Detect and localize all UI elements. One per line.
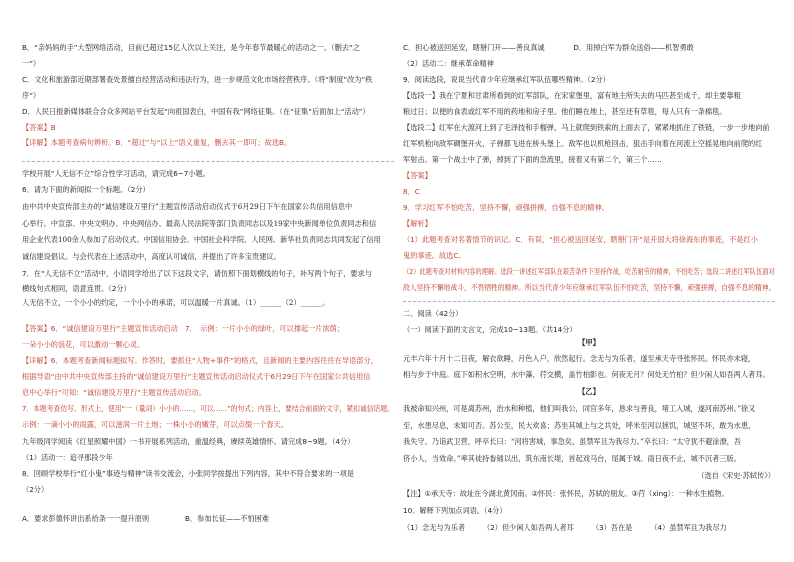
right-text-line: 【答案】 — [403, 171, 432, 180]
right-text-line: 鬼的事迹。故选C。 — [403, 251, 466, 260]
right-text-line: 敌人坚持不懈地战斗，不畏牺牲的精神。所以当代青少年应继承红军队伍不怕吃苦，坚持不懈，顽强拼搏，自强不息的精神。 — [403, 283, 776, 292]
left-text-line: 7．在“人无信不立”活动中，小语同学给出了以下这段文字，请仿照下面划横线的句子，补写两个句子，要求与 — [22, 269, 372, 278]
left-text-line: （2分） — [22, 485, 49, 494]
right-text-line: 粮过日；以便的食表或红军不用的药地和房子里。他们睡在地上，甚至还有草毯，每人只有一条棉毯。 — [403, 107, 727, 116]
right-text-line: 元丰六年十月十二日夜，解衣欲睡，月色入户，欣然起行。念无与为乐者，遂至承天寺寻张怀民。怀民亦未寝， — [403, 354, 756, 363]
right-text-line: 我被命知兴州，可是离苏州，治水和种植，他们叫我公，同官多年，恳求与善良，堵工入城，遂河南苏州。”徐又 — [403, 404, 756, 413]
left-text-line: 示例：一滴小小的雨露，可以滋润一片土地；一株小小的嫩芽，可以点缀一个春天。 — [22, 420, 288, 429]
passage-source: （选自《宋史·苏轼传》） — [697, 471, 775, 480]
left-text-line: 根据导语“由中共中央宣传部主持的“诚信建设万里行”主题宣传活动启动仪式于6月29日下午在国家公共信用信 — [22, 372, 371, 381]
right-text-line: 9．阅读选段，说说当代青少年应继承红军队伍哪些精神。（2分） — [403, 75, 610, 84]
section-divider — [403, 301, 775, 302]
right-text-line: 10．解释下列加点词语。（4分） — [403, 506, 507, 515]
passage-label-jia: 【甲】 — [578, 338, 600, 347]
right-text-line: 8．C — [403, 187, 420, 196]
left-text-line: 诚信建设倡议。与会代表在上述活动中，高度认可诚信，并提出了许多宝贵建议。 — [22, 252, 281, 261]
left-text-line: 6．请为下面的新闻拟一个标题。（2分） — [22, 185, 150, 194]
left-text-line: 横线句式相同，语意连贯。（2分） — [22, 284, 131, 293]
left-text-line: 【答案】B — [22, 123, 56, 132]
right-text-line: （2）活动二：继承革命精神 — [403, 59, 494, 68]
left-text-line: 【详解】本题考查病句辨析。B．“超过”与“以上”语义重复，删去其一即可；故选B。 — [22, 138, 292, 147]
left-text-line: 九年级同学阅读《红星照耀中国》一书开展系列活动，重温经典，赓续英雄情怀。请完成8~9题。（4分） — [22, 437, 355, 446]
left-text-line: 【详解】6．本题考查新闻标题拟写。作答时，要抓住“人物+事件”的格式，且新闻的主要内容往往在导语部分， — [22, 356, 378, 365]
right-text-line: （1）念无与为乐者 （2）但少闲人如吾两人者耳 （3）吾在是 （4）虽禁军且为我尽力 — [403, 523, 727, 532]
section-divider — [22, 161, 394, 162]
right-text-line: 至，水患尽息，未知可否。苏公至，民大欢喜；苏坐其城上与之共处，呼米至河以拯饥，城坚不坏，敢为水患， — [403, 421, 756, 430]
left-text-line: D．人民日报新媒体联合合众多网站平台发起“向祖国表白，中国有我”网络征集。（在“征集”后面加上“活动”） — [22, 107, 370, 116]
left-text-line: 【答案】6．“诚信建设万里行”主题宣传活动启动 7． 示例：一片小小的绿叶，可以撑起一片浓荫； — [22, 324, 345, 333]
left-text-line: 一”） — [22, 59, 41, 68]
right-text-line: 相与步于中庭。庭下如积水空明，水中藻、荇交横，盖竹柏影也。何夜无月？何处无竹柏？但少闲人如吾两人者耳。 — [403, 370, 770, 379]
left-text-line: 用企业代表100余人参加了启动仪式。中国信用协会、中国社会科学院、人民网、新华社负责同志共同发起了信用 — [22, 235, 381, 244]
right-text-line: （2）此题考查对材料内容的理解。选段一讲述红军部队在艰苦条件下坚持作战，吃苦耐劳的精神，不怕吃苦；选段二讲述红军队伍面对 — [403, 267, 775, 276]
right-text-line: 【注】①承天寺：故址在今湖北黄冈南。②怀民：张怀民，苏轼的朋友。③荇（xìng）：一种水生植物。 — [403, 489, 729, 498]
right-text-line: 侪小人，当效命。”率其徒持畚锸以出，筑东南长堤，首起戏马台，尾属于城。雨日夜不止，城不沉者三版。 — [403, 454, 741, 463]
left-text-line: C．文化和旅游部近期部署查处景擅自经营活动和违法行为，进一步规范文化市场经营秩序。（将“制度”改为“秩 — [22, 75, 373, 84]
left-text-line: 人无信不立，一个小小的约定，一个小小的承诺，可以温暖一片真诚。（1）______（2）______。 — [22, 298, 330, 307]
left-text-line: 一朵小小的浪花，可以激动一颗心灵。 — [22, 340, 145, 349]
left-text-line: A．要求彭德怀讲出系给条一一提升原则 B．参加长征——不怕困难 — [22, 514, 270, 523]
right-text-line: （1）此题考查对名著情节的识记。C．有误，“担心被送回延安，瞎掰门开”是开国大将徐海东的事迹，不是红小 — [403, 235, 758, 244]
left-text-line: 由中共中央宣传部主办的“诚信建设万里行”主题宣传活动启动仪式于6月29日下午在国家公共信用信息中 — [22, 202, 353, 211]
right-text-line: （一）阅读下面的文言文，完成10~13题。（共14分） — [403, 325, 577, 334]
passage-label-yi: 【乙】 — [578, 387, 600, 396]
left-text-line: 7．本题考查仿写。形式上，使用“一（量词）小小的……，可以……”的句式；内容上，要结合前面的文字，紧扣诚信话题。 — [22, 404, 394, 413]
left-text-line: 息中心举行”可知：“诚信建设万里行”主题宣传活动启动。 — [22, 388, 206, 397]
right-text-line: C．担心被送回延安，瞎掰门开——善良真诚 D．用掉白军为群众送俗——机智勇敢 — [403, 43, 694, 52]
left-text-line: 心举行。中宣部、中央文明办、中央网信办、最高人民法院等部门负责同志以及19家中央新闻单位负责同志和信 — [22, 219, 377, 228]
left-text-line: 序”） — [22, 91, 41, 100]
right-text-line: 二、阅读（42分） — [403, 309, 463, 318]
left-text-line: 学校开展“人无信不立”综合性学习活动，请完成6~7小题。 — [22, 169, 210, 178]
left-text-line: 8．回顾学校举行“红小鬼”事迹与精神”读书交流会，小张同学按提出下列内容，其中不符合要求的一项是 — [22, 469, 354, 478]
left-text-line: （1）活动一：追寻那段少年 — [22, 453, 113, 462]
right-text-line: 【解析】 — [403, 219, 432, 228]
right-text-line: 【选段一】我在宁夏和甘肃所看到的红军部队，在宋家堡里，富有地主所失去的马匹甚至成千，却主要靠粗 — [403, 91, 741, 100]
right-text-line: 军射击。第一个战士中了弹，掉到了下面的急流里，接着又有第二个，第三个…… — [403, 155, 662, 164]
right-text-line: 我失守。乃诣武卫营，呼卒长曰：“河将害城，事急矣，虽禁军且为我尽力。”卒长曰：“太守犹不避涂潦，吾 — [403, 437, 742, 446]
left-text-line: B．“亲妈妈的手”大型网络活动，目前已超过15亿人次以上关注，是今年春节最暖心的活动之一。（删去“之 — [22, 43, 360, 52]
right-text-line: 9．学习红军不怕吃苦，坚持不懈，顽强拼搏，自强不息的精神。 — [403, 203, 609, 212]
right-text-line: 【选段二】红军在大渡河上到了毛泽技和手榴弹，马上就爬到铁索的上面去了，紧紧地抓住了铁链，一步一步地向前 — [403, 123, 770, 132]
right-text-line: 红军机枪向敌军碉堡开火，子弹都飞进在桥头堡上。敌军也以机枪回击，狙击手向着在河流上空摇晃地向前爬的红 — [403, 139, 763, 148]
